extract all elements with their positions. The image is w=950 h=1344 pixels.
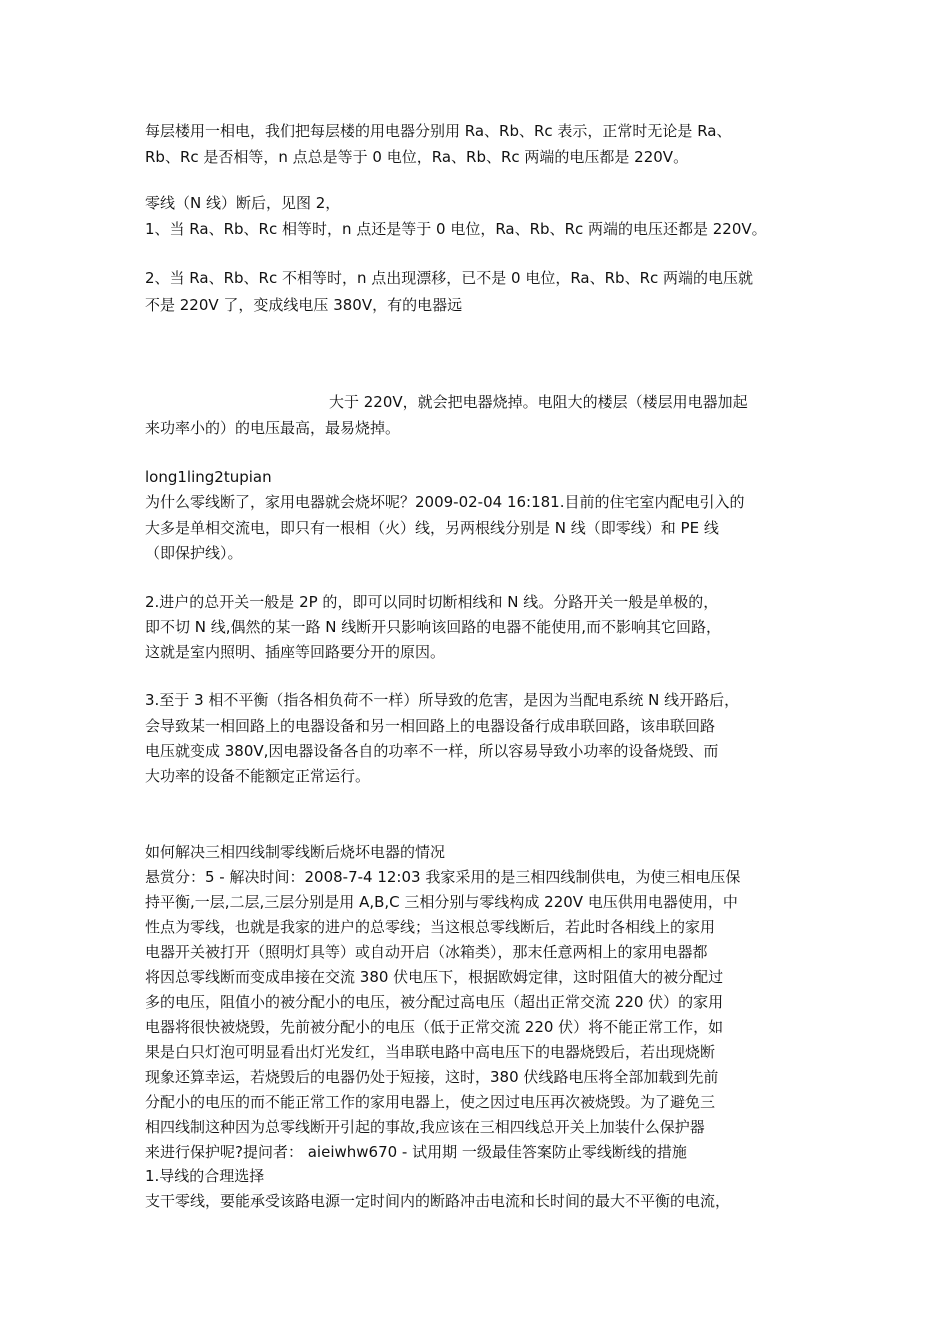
measure-1-heading: 1.导线的合理选择: [145, 1167, 265, 1185]
point-2-line-3: 这就是室内照明、插座等回路要分开的原因。: [145, 643, 446, 661]
image-caption: long1ling2tupian: [145, 468, 272, 486]
paragraph-1-line-2: Rb、Rc 是否相等，n 点总是等于 0 电位，Ra、Rb、Rc 两端的电压都是 220V。: [145, 148, 689, 166]
qa-line: 电器将很快被烧毁，先前被分配小的电压（低于正常交流 220 伏）将不能正常工作，如: [145, 1018, 724, 1036]
qa-line: 将因总零线断而变成串接在交流 380 伏电压下，根据欧姆定律，这时阻值大的被分配过: [145, 968, 724, 986]
qa-line: 电器开关被打开（照明灯具等）或自动开启（冰箱类），那末任意两相上的家用电器都: [145, 943, 708, 961]
measure-1-line-1: 支干零线，要能承受该路电源一定时间内的断路冲击电流和长时间的最大不平衡的电流，: [145, 1192, 731, 1210]
point-3-line-2: 会导致某一相回路上的电器设备和另一相回路上的电器设备行成串联回路，该串联回路: [145, 717, 716, 735]
item-2-line-4: 来功率小的）的电压最高，最易烧掉。: [145, 419, 401, 437]
point-3-line-1: 3.至于 3 相不平衡（指各相负荷不一样）所导致的危害，是因为当配电系统 N 线开路后，: [145, 691, 740, 709]
item-2-line-1: 2、当 Ra、Rb、Rc 不相等时，n 点出现漂移，已不是 0 电位，Ra、Rb、Rc 两端的电压就: [145, 269, 754, 287]
qa-line: 性点为零线，也就是我家的进户的总零线；当这根总零线断后，若此时各相线上的家用: [145, 918, 716, 936]
point-3-line-3: 电压就变成 380V,因电器设备各自的功率不一样，所以容易导致小功率的设备烧毁、而: [145, 742, 719, 760]
qa-line: 果是白只灯泡可明显看出灯光发红，当串联电路中高电压下的电器烧毁后，若出现烧断: [145, 1043, 716, 1061]
qa-line: 分配小的电压的而不能正常工作的家用电器上，使之因过电压再次被烧毁。为了避免三: [145, 1093, 716, 1111]
why-line-3: （即保护线）。: [145, 544, 243, 562]
qa-line: 相四线制这种因为总零线断开引起的事故,我应该在三相四线总开关上加装什么保护器: [145, 1118, 705, 1136]
qa-line: 来进行保护呢?提问者： aieiwhw670 - 试用期 一级最佳答案防止零线断线的措施: [145, 1143, 687, 1161]
qa-line: 持平衡,一层,二层,三层分别是用 A,B,C 三相分别与零线构成 220V 电压供用电器使用，中: [145, 893, 738, 911]
point-3-line-4: 大功率的设备不能额定正常运行。: [145, 767, 371, 785]
qa-line: 悬赏分：5 - 解决时间：2008-7-4 12:03 我家采用的是三相四线制供电，为使三相电压保: [145, 868, 741, 886]
qa-line: 现象还算幸运，若烧毁后的电器仍处于短接，这时，380 伏线路电压将全部加载到先前: [145, 1068, 719, 1086]
item-2-line-3: 大于 220V，就会把电器烧掉。电阻大的楼层（楼层用电器加起: [329, 393, 748, 411]
item-1: 1、当 Ra、Rb、Rc 相等时，n 点还是等于 0 电位，Ra、Rb、Rc 两端的电压还都是 220V。: [145, 220, 767, 238]
point-2-line-2: 即不切 N 线,偶然的某一路 N 线断开只影响该回路的电器不能使用,而不影响其它回路，: [145, 618, 722, 636]
why-line-1: 为什么零线断了，家用电器就会烧坏呢？2009-02-04 16:181.目前的住宅室内配电引入的: [145, 493, 745, 511]
qa-line: 多的电压，阻值小的被分配小的电压，被分配过高电压（超出正常交流 220 伏）的家用: [145, 993, 724, 1011]
point-2-line-1: 2.进户的总开关一般是 2P 的，即可以同时切断相线和 N 线。分路开关一般是单极的，: [145, 593, 719, 611]
item-2-line-2: 不是 220V 了，变成线电压 380V，有的电器远: [145, 296, 463, 314]
section-heading: 零线（N 线）断后，见图 2，: [145, 194, 341, 212]
why-line-2: 大多是单相交流电，即只有一根相（火）线，另两根线分别是 N 线（即零线）和 PE 线: [145, 519, 719, 537]
qa-title: 如何解决三相四线制零线断后烧坏电器的情况: [145, 843, 446, 861]
paragraph-1-line-1: 每层楼用一相电，我们把每层楼的用电器分别用 Ra、Rb、Rc 表示，正常时无论是 Ra、: [145, 122, 732, 140]
